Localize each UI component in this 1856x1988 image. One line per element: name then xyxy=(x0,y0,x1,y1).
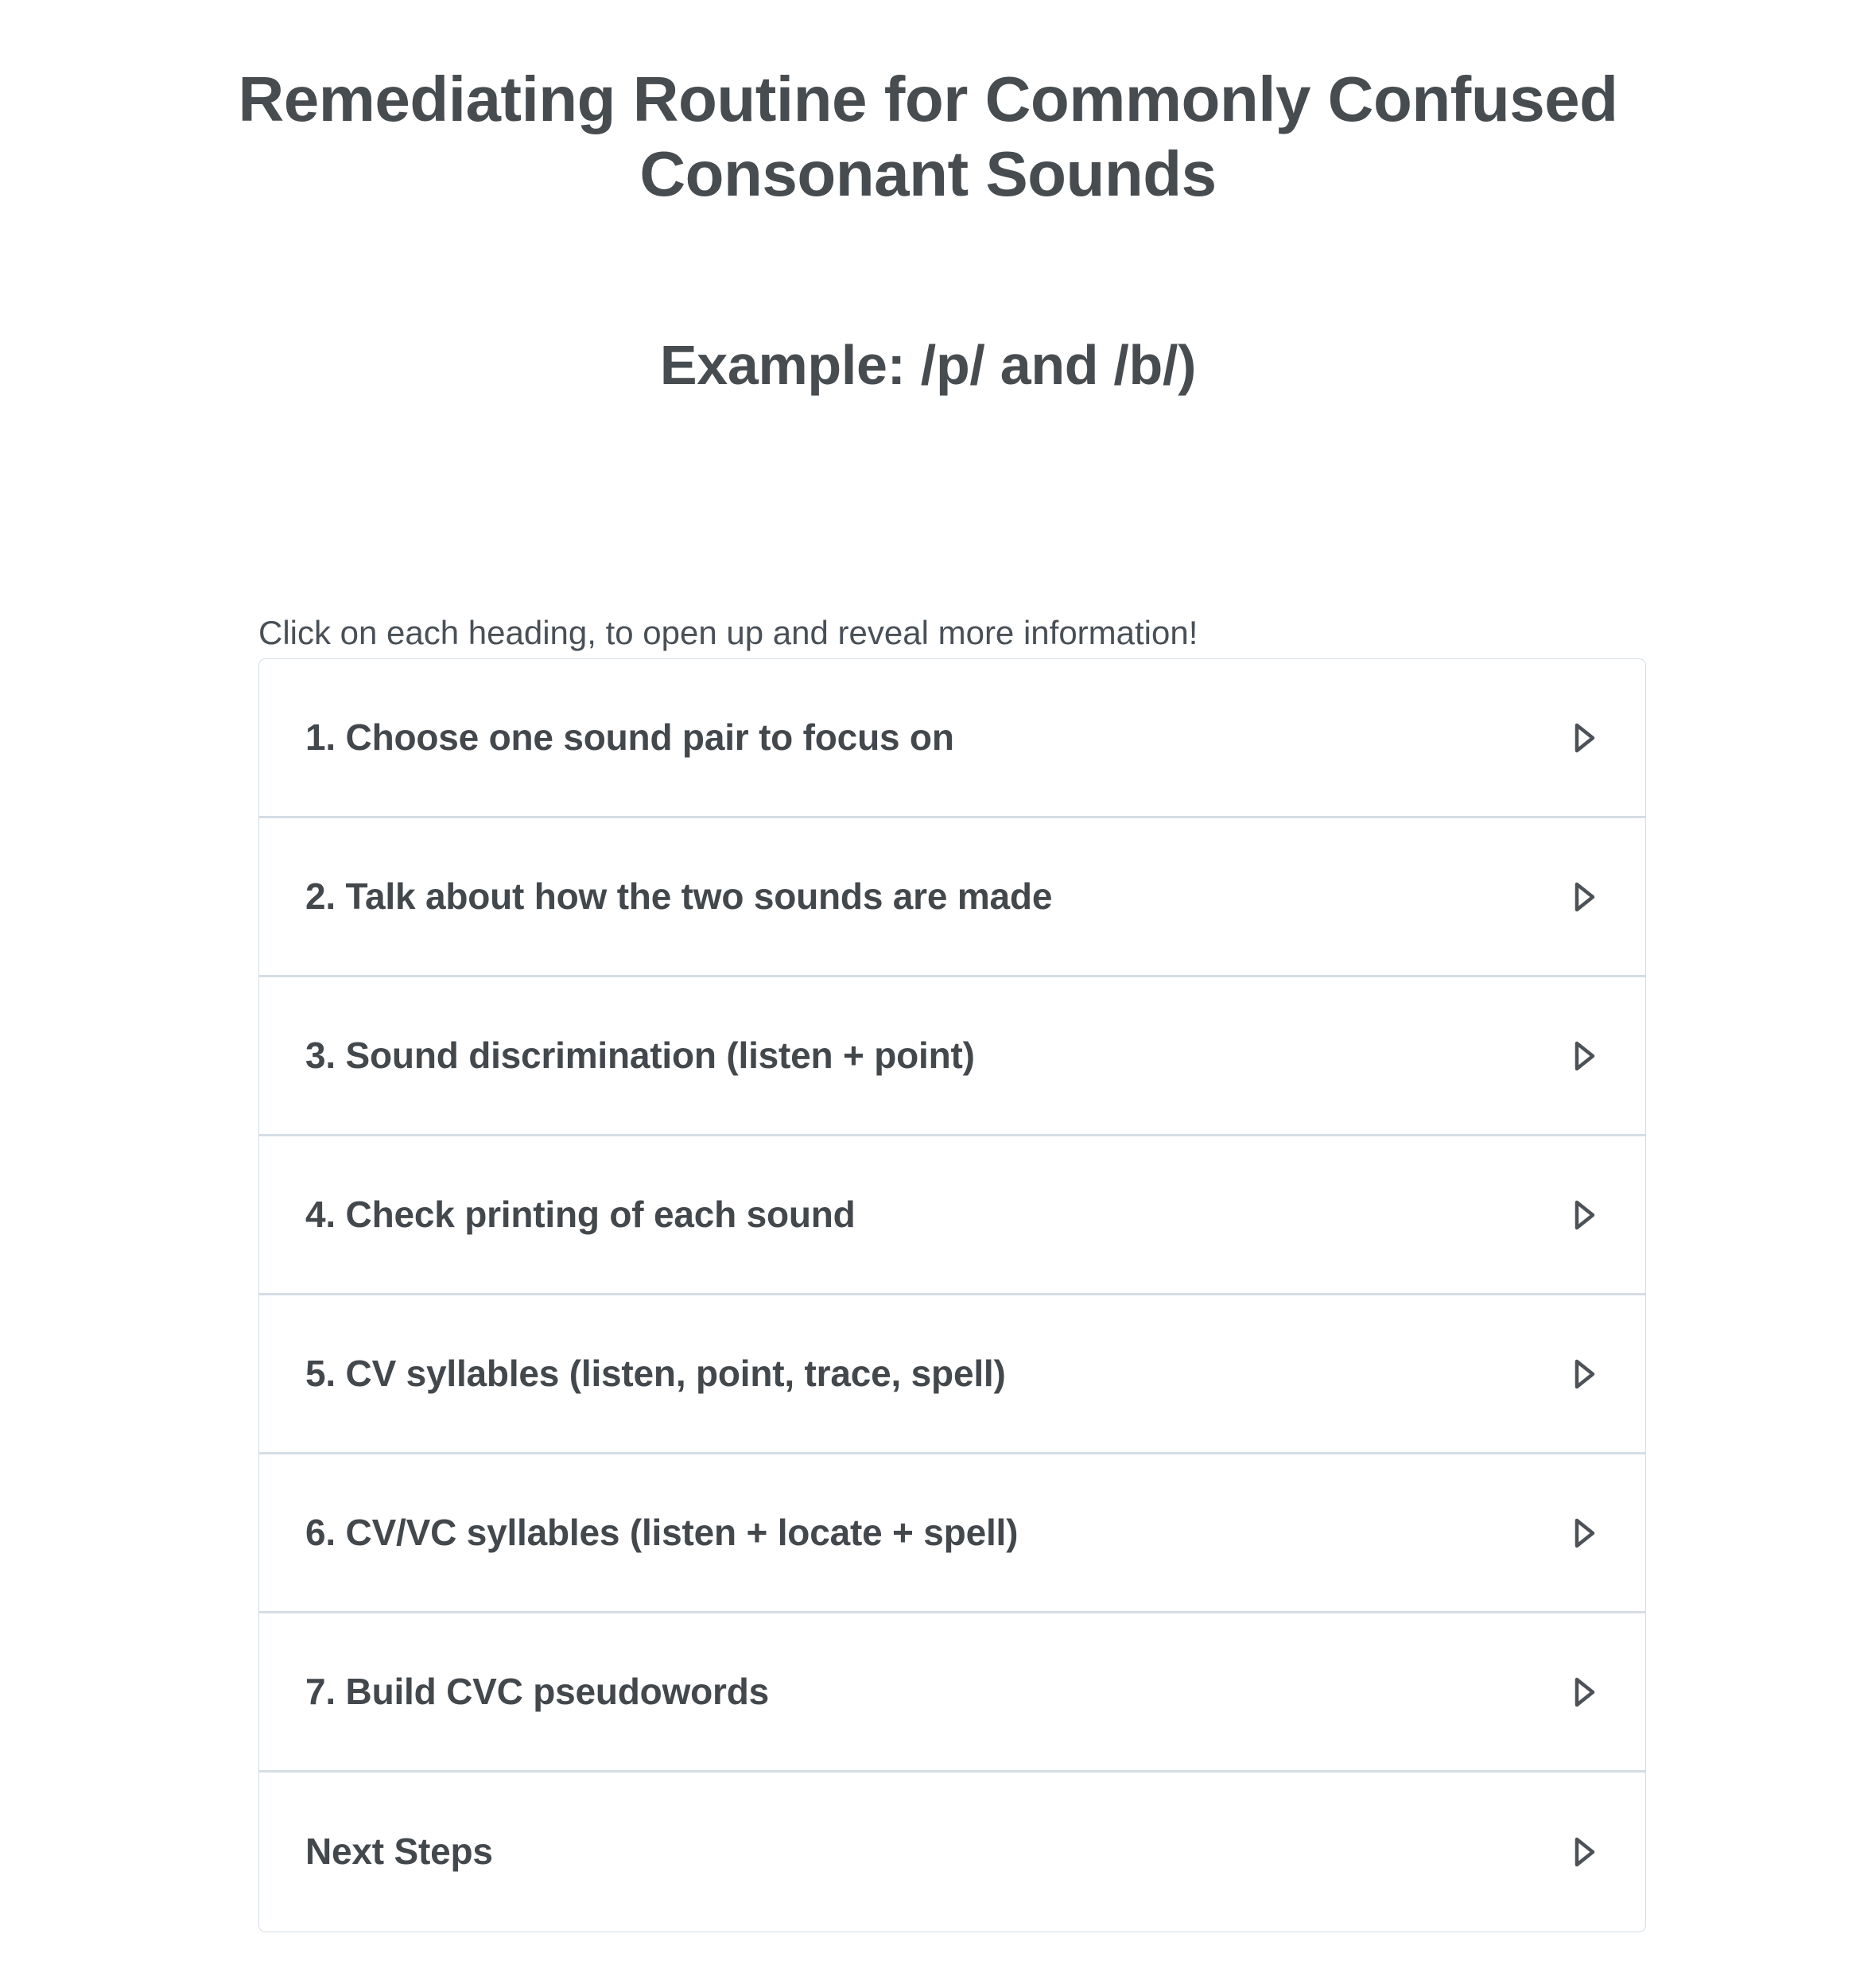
caret-right-icon[interactable] xyxy=(1571,722,1598,754)
accordion-item-label: 3. Sound discrimination (listen + point) xyxy=(305,1034,975,1076)
page-subtitle: Example: /p/ and /b/) xyxy=(659,334,1197,396)
accordion-item[interactable] xyxy=(259,977,1645,1136)
accordion-item-label: Next Steps xyxy=(305,1831,493,1873)
accordion-header-1[interactable] xyxy=(259,659,1645,816)
page-subtitle-block xyxy=(0,332,1856,398)
page-title: Remediating Routine for Commonly Confused Consonant Sounds xyxy=(238,64,1618,209)
accordion-item[interactable] xyxy=(259,1295,1645,1454)
accordion-item[interactable] xyxy=(259,1454,1645,1613)
accordion-item[interactable] xyxy=(259,1613,1645,1773)
accordion-item-label: 2. Talk about how the two sounds are made xyxy=(305,875,1053,917)
accordion-item-label: 6. CV/VC syllables (listen + locate + spell) xyxy=(305,1511,1019,1553)
instruction-text: Click on each heading, to open up and reveal more information! xyxy=(258,614,1198,651)
caret-right-icon[interactable] xyxy=(1571,1517,1598,1549)
caret-right-icon[interactable] xyxy=(1571,1836,1598,1868)
accordion-header-6[interactable] xyxy=(259,1454,1645,1611)
accordion-item[interactable] xyxy=(259,1136,1645,1295)
caret-right-icon[interactable] xyxy=(1571,1358,1598,1390)
page-title-block xyxy=(0,62,1856,211)
accordion-item[interactable] xyxy=(259,659,1645,818)
accordion-list xyxy=(258,658,1646,1932)
accordion-header-2[interactable] xyxy=(259,818,1645,975)
accordion-header-4[interactable] xyxy=(259,1136,1645,1293)
accordion-item-label: 1. Choose one sound pair to focus on xyxy=(305,716,954,758)
accordion-header-7[interactable] xyxy=(259,1613,1645,1770)
accordion-item-label: 5. CV syllables (listen, point, trace, spell) xyxy=(305,1352,1006,1394)
accordion-item[interactable] xyxy=(259,1773,1645,1932)
accordion-header-8[interactable] xyxy=(259,1773,1645,1932)
accordion-item[interactable] xyxy=(259,818,1645,977)
caret-right-icon[interactable] xyxy=(1571,1040,1598,1072)
accordion-item-label: 4. Check printing of each sound xyxy=(305,1193,856,1235)
accordion-item-label: 7. Build CVC pseudowords xyxy=(305,1670,770,1712)
caret-right-icon[interactable] xyxy=(1571,1676,1598,1708)
caret-right-icon[interactable] xyxy=(1571,881,1598,913)
accordion-header-3[interactable] xyxy=(259,977,1645,1134)
accordion-header-5[interactable] xyxy=(259,1295,1645,1452)
caret-right-icon[interactable] xyxy=(1571,1199,1598,1231)
